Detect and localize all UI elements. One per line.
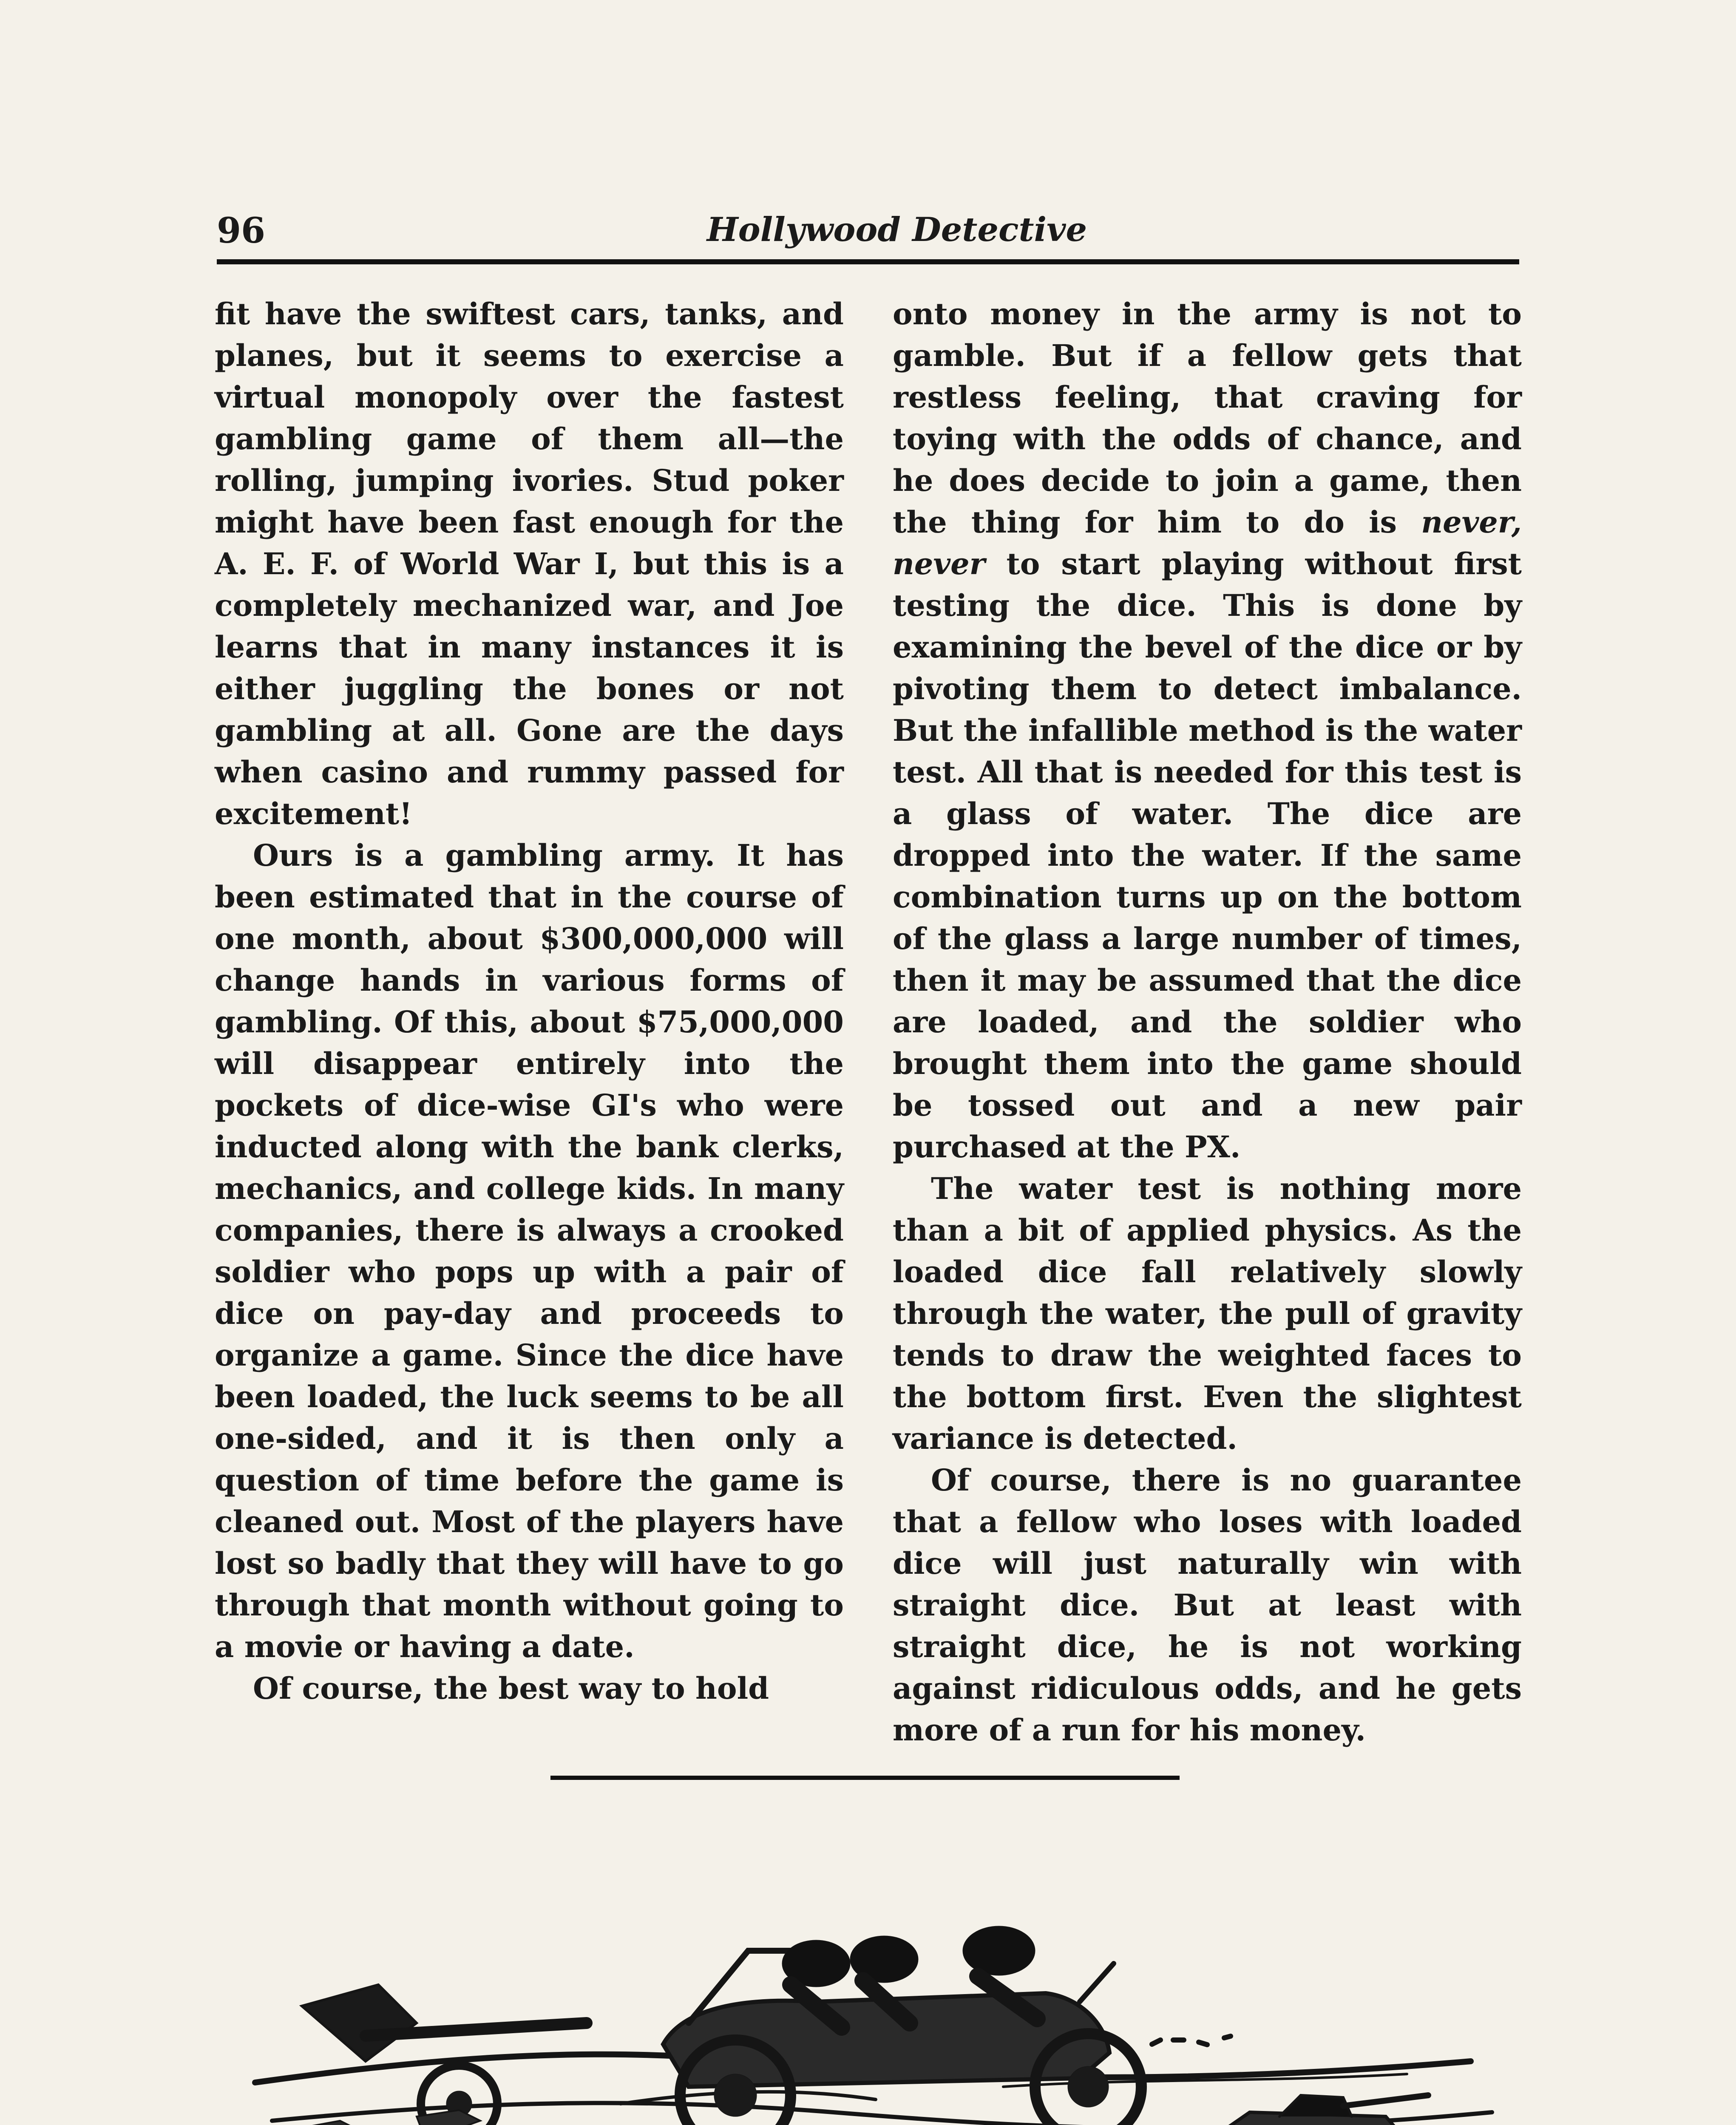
running-head	[217, 210, 1518, 261]
header-rule	[217, 259, 1519, 264]
left-paragraph-2: Ours is a gambling army. It has been estimated that in the course of one month, about $300,000,000 will change hands in various forms of gambling. Of this, about $75,000,000 will disappear entirely into the pockets of dice-wise GI's who were inducted along with the bank clerks, mechanics, and college kids. In many companies, there is always a crooked soldier who pops up with a pair of dice on pay-day and proceeds to organize a game. Since the dice have been loaded, the luck seems to be all one-sided, and it is then only a question of time before the game is cleaned out. Most of the players have lost so badly that they will have to go through that month without going to a movie or having a date.	[215, 838, 844, 1664]
left-paragraph-1: fit have the swiftest cars, tanks, and planes, but it seems to exercise a virtual monopoly over the fastest gambling game of them all—the rolling, jumping ivories. Stud poker might have been fast enough for the A. E. F. of World War I, but this is a completely mechanized war, and Joe learns that in many instances it is either juggling the bones or not gambling at all. Gone are the days when casino and rummy passed for excitement!	[215, 296, 844, 831]
left-column	[215, 293, 844, 1721]
left-paragraph-3: Of course, the best way to hold	[253, 1671, 769, 1706]
running-title: Hollywood Detective	[706, 210, 1087, 249]
section-rule	[550, 1776, 1180, 1780]
page-number: 96	[217, 210, 266, 251]
right-column	[893, 293, 1522, 1748]
right-paragraph-2: The water test is nothing more than a bit of applied physics. As the loaded dice fall relatively slowly through the water, the pull of gravity tends to draw the weighted faces to the bottom first. Even the slightest variance is detected.	[893, 1171, 1522, 1456]
right-paragraph-3: Of course, there is no guarantee that a fellow who loses with loaded dice will just naturally win with straight dice. But at least with straight dice, he is not working against ridiculous odds, and he gets more of a run for his money.	[893, 1462, 1522, 1748]
right-paragraph-1-emphasis: never, never	[893, 504, 1522, 581]
right-paragraph-1	[893, 293, 1522, 1168]
right-paragraph-1-start: onto money in the army is not to gamble. But if a fellow gets that restless feeling, that craving for toying with the odds of chance, and he does decide to join a game, then the thing for him to do is	[893, 296, 1522, 540]
jeep-war-bonds-illustration	[238, 1823, 1513, 2125]
right-paragraph-1-end: to start playing without first testing the dice. This is done by examining the bevel of the dice or by pivoting them to detect imbalance. But the infallible method is the water test. All that is needed for this test is a glass of water. The dice are dropped into the water. If the same combination turns up on the bottom of the glass a large number of times, then it may be assumed that the dice are loaded, and the soldier who brought them into the game should be tossed out and a new pair purchased at the PX.	[893, 546, 1522, 1164]
